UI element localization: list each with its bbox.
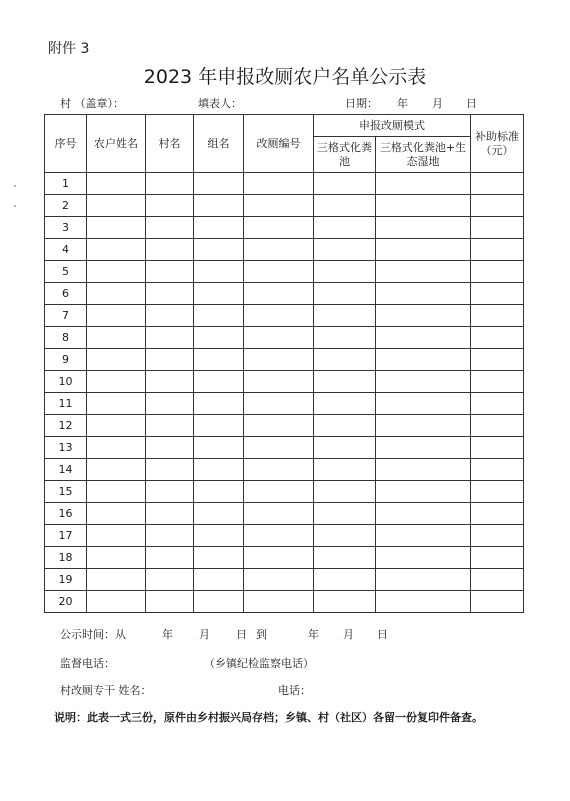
blank-cell <box>87 547 146 569</box>
blank-cell <box>471 239 524 261</box>
table-row <box>45 371 524 393</box>
blank-cell <box>87 437 146 459</box>
period-end-month: 月 <box>343 628 354 641</box>
blank-cell <box>244 195 314 217</box>
table-row <box>45 327 524 349</box>
blank-cell <box>314 503 376 525</box>
blank-cell <box>194 393 244 415</box>
blank-cell <box>376 415 471 437</box>
table-row <box>45 437 524 459</box>
row-number: 2 <box>45 195 87 217</box>
page-title: 2023 年申报改厕农户名单公示表 <box>143 66 427 88</box>
blank-cell <box>194 305 244 327</box>
blank-cell <box>376 305 471 327</box>
blank-cell <box>314 327 376 349</box>
blank-cell <box>146 371 194 393</box>
blank-cell <box>471 525 524 547</box>
table-row <box>45 569 524 591</box>
blank-cell <box>194 591 244 613</box>
row-number: 10 <box>45 371 87 393</box>
blank-cell <box>244 393 314 415</box>
blank-cell <box>314 283 376 305</box>
blank-cell <box>376 393 471 415</box>
blank-cell <box>146 349 194 371</box>
blank-cell <box>87 327 146 349</box>
annex-label: 附件 3 <box>48 41 90 57</box>
hotline-label: 监督电话： <box>60 657 115 670</box>
table-row <box>45 173 524 195</box>
blank-cell <box>471 591 524 613</box>
blank-cell <box>146 195 194 217</box>
blank-cell <box>194 503 244 525</box>
scan-mark <box>14 185 16 187</box>
blank-cell <box>314 217 376 239</box>
blank-cell <box>194 569 244 591</box>
blank-cell <box>146 239 194 261</box>
period-to: 到 <box>256 628 267 641</box>
blank-cell <box>376 195 471 217</box>
blank-cell <box>87 217 146 239</box>
blank-cell <box>376 239 471 261</box>
row-number: 5 <box>45 261 87 283</box>
header-toilet-number: 改厕编号 <box>244 115 314 173</box>
blank-cell <box>471 547 524 569</box>
row-number: 8 <box>45 327 87 349</box>
blank-cell <box>146 525 194 547</box>
blank-cell <box>376 459 471 481</box>
table-row <box>45 525 524 547</box>
period-label: 公示时间：从 <box>60 628 126 641</box>
blank-cell <box>376 283 471 305</box>
blank-cell <box>314 349 376 371</box>
header-seq: 序号 <box>45 115 87 173</box>
blank-cell <box>87 525 146 547</box>
period-end-year: 年 <box>308 628 319 641</box>
blank-cell <box>244 525 314 547</box>
blank-cell <box>194 525 244 547</box>
blank-cell <box>471 327 524 349</box>
row-number: 18 <box>45 547 87 569</box>
blank-cell <box>471 283 524 305</box>
blank-cell <box>376 503 471 525</box>
blank-cell <box>194 195 244 217</box>
blank-cell <box>146 459 194 481</box>
officer-name-label: 村改厕专干 姓名： <box>60 684 152 697</box>
blank-cell <box>146 503 194 525</box>
blank-cell <box>471 349 524 371</box>
blank-cell <box>244 569 314 591</box>
blank-cell <box>87 283 146 305</box>
blank-cell <box>244 261 314 283</box>
table-row <box>45 393 524 415</box>
blank-cell <box>87 261 146 283</box>
blank-cell <box>376 525 471 547</box>
blank-cell <box>314 261 376 283</box>
row-number: 6 <box>45 283 87 305</box>
blank-cell <box>471 503 524 525</box>
blank-cell <box>87 349 146 371</box>
blank-cell <box>376 591 471 613</box>
table-row <box>45 195 524 217</box>
blank-cell <box>471 393 524 415</box>
blank-cell <box>314 481 376 503</box>
blank-cell <box>146 261 194 283</box>
period-start-month: 月 <box>199 628 210 641</box>
blank-cell <box>471 217 524 239</box>
blank-cell <box>194 459 244 481</box>
header-mode: 申报改厕模式 <box>314 115 471 137</box>
blank-cell <box>87 305 146 327</box>
header-mode-septic: 三格式化粪池 <box>314 137 376 173</box>
row-number: 15 <box>45 481 87 503</box>
blank-cell <box>87 239 146 261</box>
blank-cell <box>244 481 314 503</box>
blank-cell <box>244 591 314 613</box>
blank-cell <box>146 437 194 459</box>
blank-cell <box>146 217 194 239</box>
row-number: 11 <box>45 393 87 415</box>
blank-cell <box>194 547 244 569</box>
blank-cell <box>146 305 194 327</box>
blank-cell <box>376 547 471 569</box>
blank-cell <box>194 239 244 261</box>
blank-cell <box>314 371 376 393</box>
blank-cell <box>376 261 471 283</box>
blank-cell <box>244 217 314 239</box>
row-number: 13 <box>45 437 87 459</box>
blank-cell <box>471 437 524 459</box>
period-end-day: 日 <box>377 628 388 641</box>
blank-cell <box>471 173 524 195</box>
blank-cell <box>244 371 314 393</box>
hotline-hint: （乡镇纪检监察电话） <box>204 657 314 670</box>
blank-cell <box>471 459 524 481</box>
blank-cell <box>146 327 194 349</box>
blank-cell <box>376 437 471 459</box>
table-row <box>45 503 524 525</box>
blank-cell <box>471 371 524 393</box>
blank-cell <box>244 437 314 459</box>
blank-cell <box>146 393 194 415</box>
blank-cell <box>471 261 524 283</box>
blank-cell <box>314 525 376 547</box>
blank-cell <box>146 569 194 591</box>
blank-cell <box>314 393 376 415</box>
blank-cell <box>314 437 376 459</box>
blank-cell <box>87 591 146 613</box>
blank-cell <box>194 261 244 283</box>
blank-cell <box>194 217 244 239</box>
roster-table <box>44 114 524 613</box>
header-group-name: 组名 <box>194 115 244 173</box>
table-row <box>45 349 524 371</box>
blank-cell <box>146 283 194 305</box>
blank-cell <box>314 305 376 327</box>
table-row <box>45 305 524 327</box>
row-number: 3 <box>45 217 87 239</box>
blank-cell <box>194 371 244 393</box>
blank-cell <box>244 547 314 569</box>
period-start-year: 年 <box>162 628 173 641</box>
header-village-name: 村名 <box>146 115 194 173</box>
row-number: 12 <box>45 415 87 437</box>
table-row <box>45 459 524 481</box>
period-start-day: 日 <box>236 628 247 641</box>
blank-cell <box>244 503 314 525</box>
row-number: 4 <box>45 239 87 261</box>
table-row <box>45 547 524 569</box>
blank-cell <box>194 283 244 305</box>
blank-cell <box>376 569 471 591</box>
blank-cell <box>87 393 146 415</box>
blank-cell <box>314 173 376 195</box>
blank-cell <box>146 173 194 195</box>
blank-cell <box>471 481 524 503</box>
date-label: 日期： <box>345 97 378 110</box>
date-day-label: 日 <box>466 97 477 110</box>
header-mode-septic-wetland: 三格式化粪池+生态湿地 <box>376 137 471 173</box>
row-number: 16 <box>45 503 87 525</box>
blank-cell <box>471 195 524 217</box>
blank-cell <box>244 239 314 261</box>
header-farmer-name: 农户姓名 <box>87 115 146 173</box>
blank-cell <box>376 173 471 195</box>
blank-cell <box>87 415 146 437</box>
date-year-label: 年 <box>397 97 408 110</box>
blank-cell <box>314 239 376 261</box>
blank-cell <box>87 569 146 591</box>
row-number: 14 <box>45 459 87 481</box>
blank-cell <box>314 591 376 613</box>
blank-cell <box>244 415 314 437</box>
blank-cell <box>87 481 146 503</box>
table-row <box>45 261 524 283</box>
officer-phone-label: 电话： <box>278 684 311 697</box>
blank-cell <box>87 371 146 393</box>
blank-cell <box>244 459 314 481</box>
blank-cell <box>87 195 146 217</box>
blank-cell <box>146 547 194 569</box>
row-number: 20 <box>45 591 87 613</box>
blank-cell <box>87 173 146 195</box>
table-row <box>45 591 524 613</box>
blank-cell <box>314 195 376 217</box>
blank-cell <box>471 305 524 327</box>
table-row <box>45 239 524 261</box>
blank-cell <box>87 459 146 481</box>
table-body <box>45 173 524 613</box>
blank-cell <box>376 349 471 371</box>
blank-cell <box>194 173 244 195</box>
blank-cell <box>146 415 194 437</box>
blank-cell <box>244 283 314 305</box>
row-number: 17 <box>45 525 87 547</box>
blank-cell <box>194 437 244 459</box>
table-row <box>45 283 524 305</box>
blank-cell <box>146 481 194 503</box>
date-month-label: 月 <box>432 97 443 110</box>
explanatory-note: 说明：此表一式三份，原件由乡村振兴局存档；乡镇、村（社区）各留一份复印件备查。 <box>54 711 483 724</box>
blank-cell <box>87 503 146 525</box>
scan-mark <box>14 205 16 207</box>
blank-cell <box>194 481 244 503</box>
filler-label: 填表人： <box>198 97 242 110</box>
blank-cell <box>244 327 314 349</box>
village-stamp-label: 村 （盖章）： <box>60 97 124 110</box>
blank-cell <box>314 569 376 591</box>
blank-cell <box>376 217 471 239</box>
blank-cell <box>471 569 524 591</box>
row-number: 1 <box>45 173 87 195</box>
blank-cell <box>314 459 376 481</box>
row-number: 9 <box>45 349 87 371</box>
blank-cell <box>194 349 244 371</box>
blank-cell <box>314 415 376 437</box>
blank-cell <box>314 547 376 569</box>
blank-cell <box>376 327 471 349</box>
blank-cell <box>146 591 194 613</box>
blank-cell <box>376 481 471 503</box>
table-row <box>45 481 524 503</box>
row-number: 7 <box>45 305 87 327</box>
blank-cell <box>471 415 524 437</box>
row-number: 19 <box>45 569 87 591</box>
blank-cell <box>194 327 244 349</box>
blank-cell <box>194 415 244 437</box>
blank-cell <box>376 371 471 393</box>
header-subsidy: 补助标准（元） <box>471 115 524 173</box>
blank-cell <box>244 305 314 327</box>
blank-cell <box>244 173 314 195</box>
blank-cell <box>244 349 314 371</box>
table-row <box>45 217 524 239</box>
table-row <box>45 415 524 437</box>
